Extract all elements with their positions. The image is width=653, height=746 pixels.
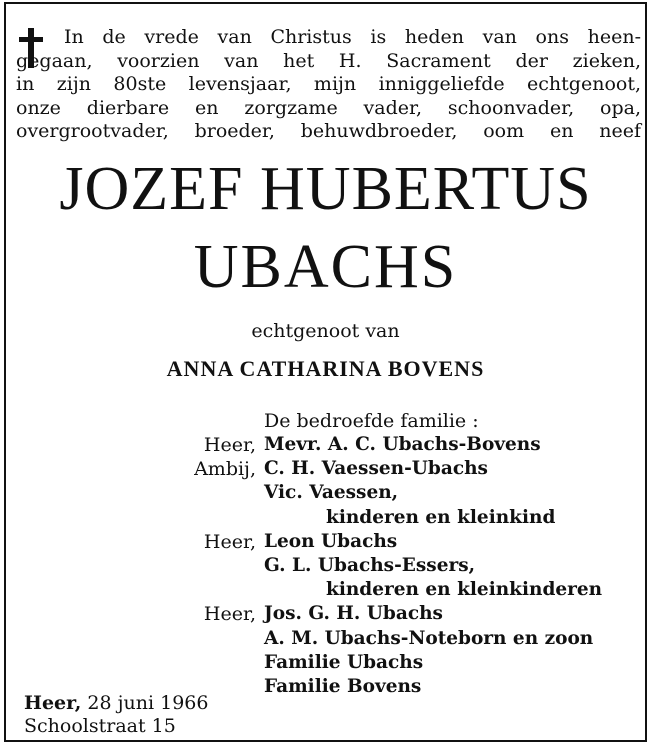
family-member-name: kinderen en kleinkind bbox=[326, 506, 556, 528]
spouse-name: ANNA CATHARINA BOVENS bbox=[166, 356, 485, 381]
family-heading: De bedroefde familie : bbox=[264, 410, 479, 432]
family-member-name: C. H. Vaessen-Ubachs bbox=[264, 458, 488, 480]
deceased-given-names: JOZEF HUBERTUS bbox=[59, 155, 592, 223]
family-member-title: Heer, bbox=[203, 434, 256, 456]
family-member-name: Familie Ubachs bbox=[264, 651, 424, 673]
intro-line: overgrootvader, broeder, behuwdbroeder, oom en neef bbox=[16, 120, 641, 142]
family-member-name: A. M. Ubachs-Noteborn en zoon bbox=[264, 627, 594, 649]
intro-line: In de vrede van Christus is heden van ons heen- bbox=[64, 26, 641, 48]
family-member-name: Familie Bovens bbox=[264, 676, 422, 697]
intro-text bbox=[16, 26, 641, 144]
intro-line: onze dierbare en zorgzame vader, schoonvader, opa, bbox=[16, 96, 641, 119]
family-member-name: Mevr. A. C. Ubachs-Bovens bbox=[264, 434, 541, 455]
deceased-surname: UBACHS bbox=[193, 233, 458, 301]
death-notice bbox=[4, 2, 647, 742]
intro-line: gegaan, voorzien van het H. Sacrament der zieken, bbox=[16, 49, 641, 72]
family-member-name: Jos. G. H. Ubachs bbox=[264, 603, 443, 625]
intro-line: in zijn 80ste levensjaar, mijn inniggeliefde echtgenoot, bbox=[16, 73, 641, 95]
family-member-name: Vic. Vaessen, bbox=[264, 482, 399, 504]
footer-date: 28 juni 1966 bbox=[87, 692, 209, 714]
family-member-title: Ambij, bbox=[194, 458, 256, 481]
family-member-name: G. L. Ubachs-Essers, bbox=[264, 555, 476, 576]
footer-address: Schoolstraat 15 bbox=[24, 715, 176, 737]
spouse-label: echtgenoot van bbox=[251, 320, 400, 342]
family-member-title: Heer, bbox=[203, 530, 256, 553]
family-member-name: Leon Ubachs bbox=[264, 530, 398, 552]
family-member-name: kinderen en kleinkinderen bbox=[326, 579, 603, 601]
family-member-title: Heer, bbox=[203, 603, 256, 626]
footer-place: Heer, bbox=[24, 692, 82, 714]
footer-place-date bbox=[24, 692, 208, 714]
